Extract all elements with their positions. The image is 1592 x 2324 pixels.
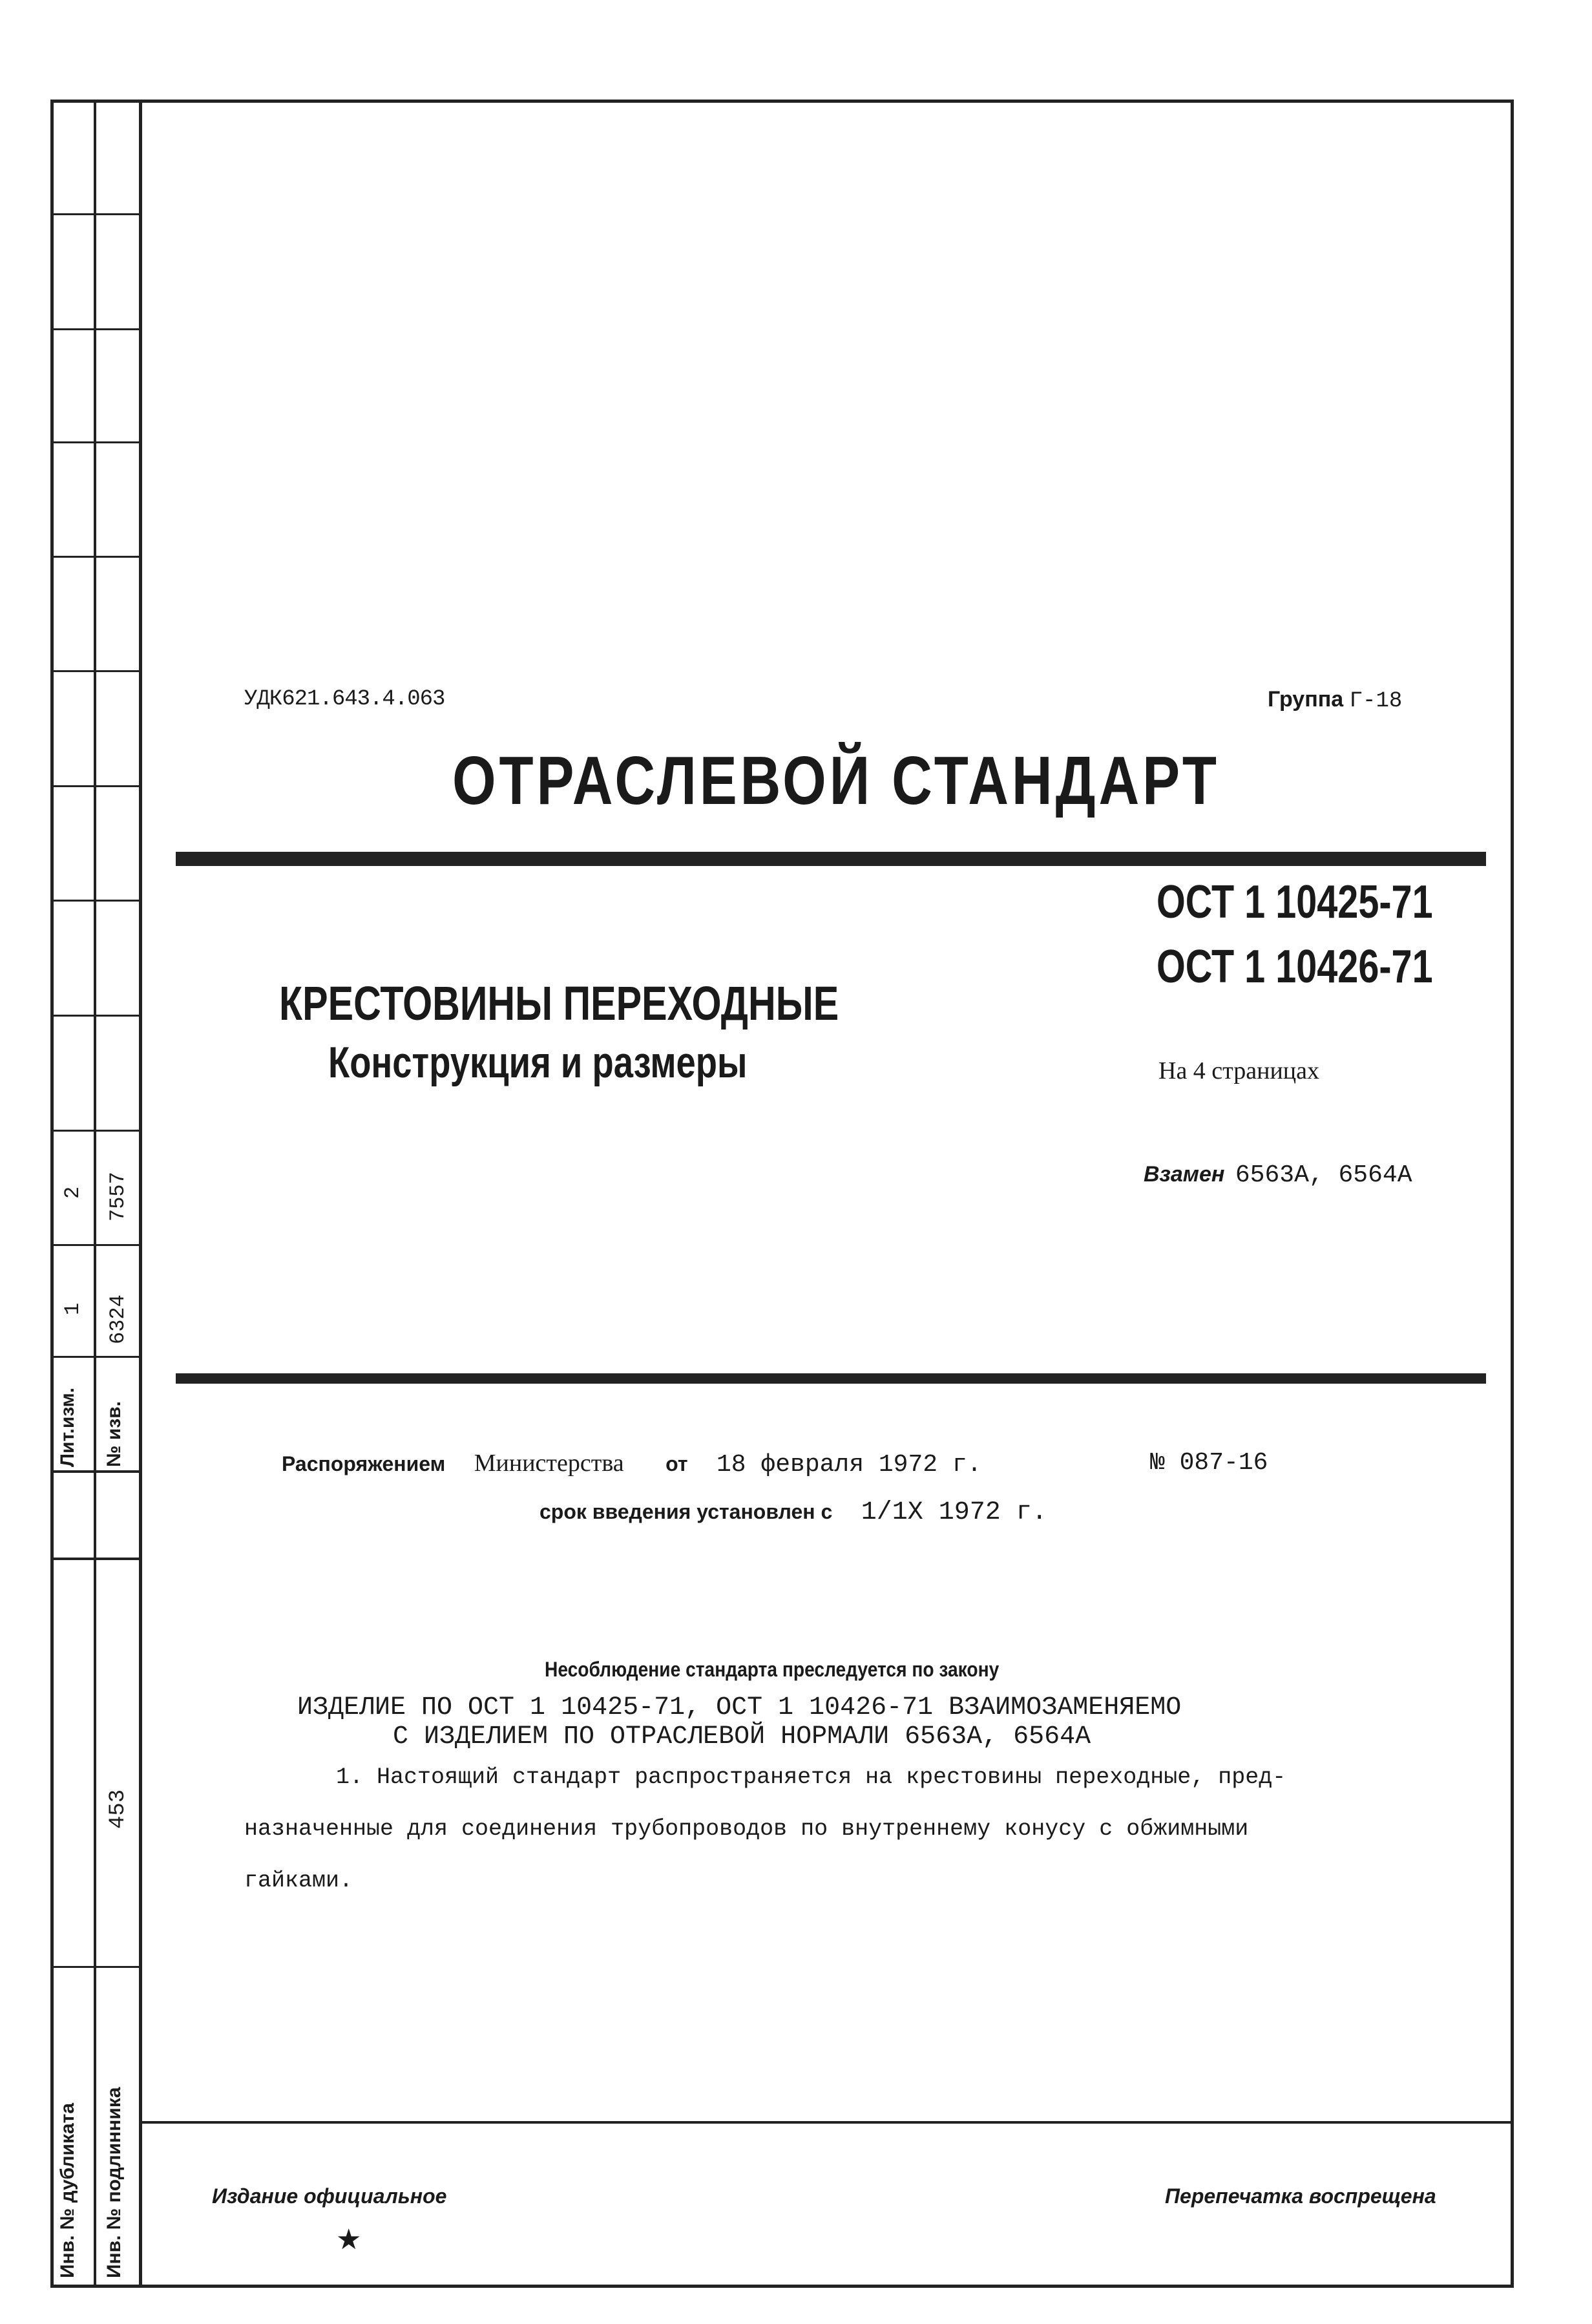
law-warning: Несоблюдение стандарта преследуется по закону [545,1658,1000,1681]
paragraph-1-line-2: назначенные для соединения трубопроводов по внутреннему конусу с обжимными [244,1816,1249,1842]
margin-row [50,670,142,672]
margin-rev2: 2 [61,1186,85,1199]
margin-rev1: 1 [61,1302,85,1315]
order-line [282,1449,981,1479]
margin-row [50,1244,142,1246]
effective-label: срок введения установлен с [539,1500,833,1523]
margin-inv-orig-value: 453 [106,1789,131,1829]
order-date: 18 февраля 1972 г. [717,1451,982,1479]
udk-code: УДК621.643.4.063 [244,687,445,712]
margin-col-line-1 [94,100,96,2288]
margin-no-izv-label: № изв. [103,1401,125,1467]
margin-row [50,785,142,787]
group-label [1268,687,1402,713]
margin-rev1-no: 6324 [106,1294,130,1344]
order-number: № 087-16 [1150,1449,1268,1477]
separator-top [176,852,1486,866]
margin-inv-orig-label: Инв. № подлинника [103,2087,125,2278]
group-value: Г-18 [1349,689,1403,713]
effective-date: 1/1X 1972 г. [861,1498,1047,1527]
standard-code-2: ОСТ 1 10426-71 [1157,941,1433,993]
margin-row [50,441,142,443]
order-label: Распоряжением [282,1452,446,1475]
pages-count: На 4 страницах [1158,1057,1319,1084]
margin-lit-izm-label: Лит.изм. [57,1387,78,1467]
paragraph-1-line-1: 1. Настоящий стандарт распространяется на крестовины переходные, пред- [336,1764,1286,1790]
interchange-line-1: ИЗДЕЛИЕ ПО ОСТ 1 10425-71, ОСТ 1 10426-71 ВЗАИМОЗАМЕНЯЕМО [297,1693,1182,1722]
paragraph-1-line-3: гайками. [244,1868,353,1894]
reprint-label: Перепечатка воспрещена [1165,2184,1436,2208]
margin-row [50,1966,142,1968]
margin-row [50,1356,142,1358]
effective-line [539,1498,1047,1527]
margin-rev2-no: 7557 [106,1172,130,1221]
group-label-text: Группа [1268,687,1344,712]
margin-row [50,328,142,330]
replaces-value: 6563А, 6564А [1235,1161,1412,1189]
margin-row [50,1558,142,1560]
footer-separator [142,2121,1514,2124]
replaces [1144,1161,1412,1189]
margin-row [50,1470,142,1473]
star-icon: ★ [336,2223,362,2256]
interchange-line-2: С ИЗДЕЛИЕМ ПО ОТРАСЛЕВОЙ НОРМАЛИ 6563А, 6564А [393,1722,1091,1751]
page-frame [50,100,1514,2288]
replaces-label: Взамен [1144,1162,1225,1187]
order-authority: Министерства [474,1450,624,1477]
main-title: ОТРАСЛЕВОЙ СТАНДАРТ [452,743,1220,819]
margin-row [50,900,142,902]
edition-label: Издание официальное [212,2184,447,2208]
margin-row [50,1015,142,1017]
margin-row [50,1130,142,1132]
margin-row [50,556,142,558]
standard-code-1: ОСТ 1 10425-71 [1157,876,1433,928]
margin-inv-dup-label: Инв. № дубликата [57,2102,78,2278]
subject-subtitle: Конструкция и размеры [328,1038,748,1087]
order-from-label: от [665,1452,688,1475]
separator-bottom [176,1373,1486,1384]
margin-row [50,213,142,215]
margin-col-line-2 [139,100,142,2288]
subject-title: КРЕСТОВИНЫ ПЕРЕХОДНЫЕ [279,977,839,1030]
